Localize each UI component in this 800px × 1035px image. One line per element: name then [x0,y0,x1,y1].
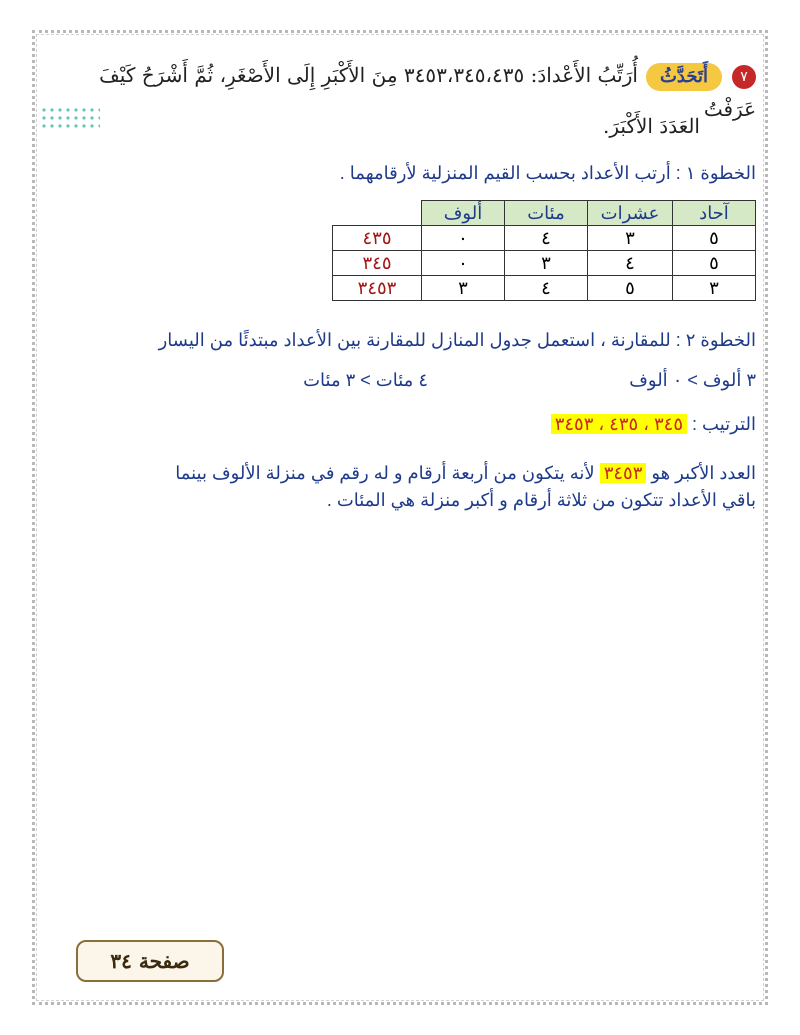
table-cell: ٥ [673,226,756,251]
table-cell: ٣ [673,276,756,301]
table-cell: ٠ [422,251,505,276]
table-cell: ٣ [505,251,588,276]
explanation-post: لأنه يتكون من أربعة أرقام و له رقم في منزلة الألوف بينما [175,463,595,483]
table-cell: ٤ [505,226,588,251]
table-cell: ٣ [422,276,505,301]
question-text: أُرَتِّبُ الأَعْدادَ: ٣٤٥٣،٣٤٥،٤٣٥ مِنَ الأَكْبَرِ إِلَى الأَصْغَرِ، ثُمَّ أَشْرَحُ كَيْفَ عَرَفْتُ [99,63,756,121]
table-row [333,226,756,251]
explanation-pre: العدد الأكبر هو [651,463,756,483]
header-blank [333,201,422,226]
header-tens: عشرات [588,201,673,226]
header-thousands: ألوف [422,201,505,226]
table-cell: ٠ [422,226,505,251]
table-header-row [333,201,756,226]
page-number: صفحة ٣٤ [76,940,224,982]
order-value: ٣٤٥ ، ٤٣٥ ، ٣٤٥٣ [551,414,687,434]
row-number: ٤٣٥ [333,226,422,251]
table-cell: ٤ [505,276,588,301]
explanation-line-2: باقي الأعداد تتكون من ثلاثة أرقام و أكبر منزلة هي المئات . [326,490,756,510]
row-number: ٣٤٥٣ [333,276,422,301]
talk-badge: أَتَحَدَّثُ [646,63,722,91]
place-value-table [332,200,756,301]
compare-thousands: ٣ ألوف > ٠ ألوف [629,370,756,390]
compare-hundreds: ٤ مئات > ٣ مئات [303,370,428,390]
table-cell: ٥ [673,251,756,276]
step-2-text: الخطوة ٢ : للمقارنة ، استعمل جدول المنازل للمقارنة بين الأعداد مبتدئًا من اليسار [158,330,756,350]
order-label: الترتيب : [692,414,756,434]
row-number: ٣٤٥ [333,251,422,276]
table-cell: ٣ [588,226,673,251]
header-ones: آحاد [673,201,756,226]
explanation-line-1 [44,458,756,488]
question-line-2: العَدَدَ الأَكْبَرَ. [603,114,700,138]
question-number: ٧ [732,65,756,89]
step-1-text: الخطوة ١ : أرتب الأعداد بحسب القيم المنزلية لأرقامهما . [339,163,756,183]
explanation-number: ٣٤٥٣ [600,463,647,483]
order-line [551,414,756,435]
table-row [333,251,756,276]
table-cell: ٥ [588,276,673,301]
table-row [333,276,756,301]
header-hundreds: مئات [505,201,588,226]
table-cell: ٤ [588,251,673,276]
